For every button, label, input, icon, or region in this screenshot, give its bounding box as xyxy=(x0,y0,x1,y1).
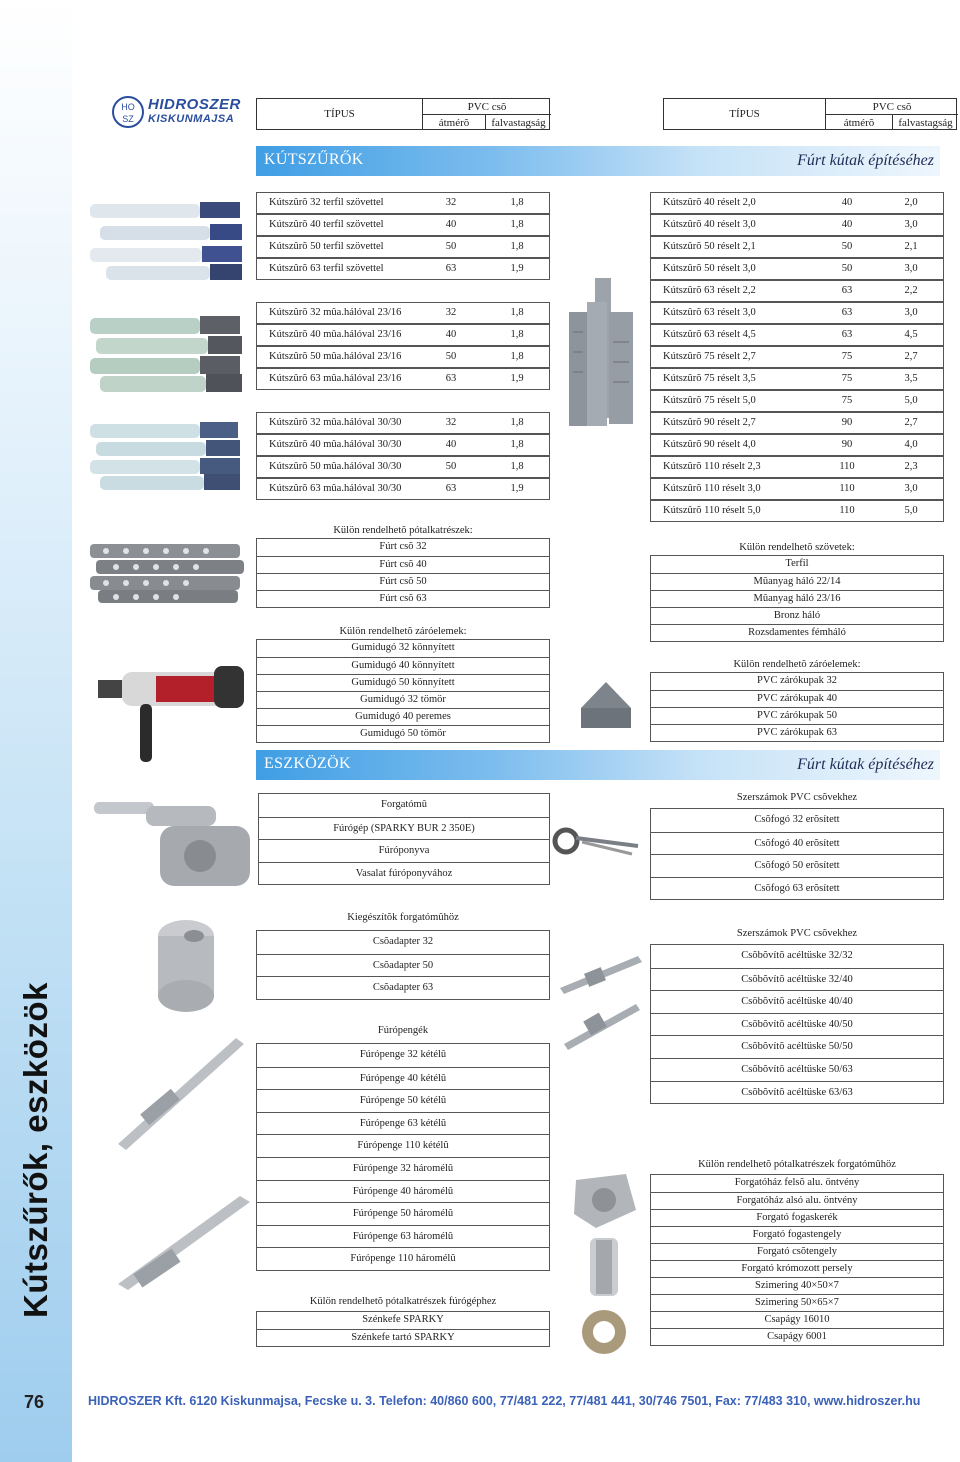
list-item: Fúrópenge 32 háromélû xyxy=(257,1157,549,1180)
wall-value: 3,0 xyxy=(904,483,918,494)
list-item: Forgatóház alsó alu. öntvény xyxy=(651,1192,943,1209)
product-name: Kútszûrõ 75 réselt 5,0 xyxy=(663,395,756,406)
expanders-caption: Szerszámok PVC csõvekhez xyxy=(736,928,858,939)
diameter-value: 63 xyxy=(445,373,457,384)
list-item: Forgató krómozott persely xyxy=(651,1260,943,1277)
list-item: Rozsdamentes fémháló xyxy=(651,624,943,641)
list-item: Mûanyag háló 22/14 xyxy=(651,573,943,590)
wall-value: 1,9 xyxy=(510,263,524,274)
table-row xyxy=(650,324,944,346)
list-item: Forgató csõtengely xyxy=(651,1243,943,1260)
pipe-tools-caption: Szerszámok PVC csõvekhez xyxy=(736,792,858,803)
table-row xyxy=(650,456,944,478)
logo-line1: HIDROSZER xyxy=(148,96,241,113)
list-item: Csõbõvítõ acéltüske 50/63 xyxy=(651,1058,943,1081)
table-row xyxy=(650,192,944,214)
end-caps-list xyxy=(650,672,944,742)
product-name: Kútszûrõ 40 terfil szövettel xyxy=(269,219,384,230)
list-item: Mûanyag háló 23/16 xyxy=(651,590,943,607)
end-plugs-caption: Külön rendelhetõ záróelemek: xyxy=(339,626,467,637)
header-wall: falvastagság xyxy=(485,114,551,130)
table-row xyxy=(650,258,944,280)
list-item: Gumidugó 50 könnyített xyxy=(257,674,549,691)
wall-value: 2,7 xyxy=(904,351,918,362)
list-item: Szimering 50×65×7 xyxy=(651,1294,943,1311)
list-item: PVC zárókupak 40 xyxy=(651,690,943,707)
section-subtitle: Fúrt kútak építéséhez xyxy=(797,756,934,773)
diameter-value: 110 xyxy=(839,461,855,472)
diameter-value: 50 xyxy=(841,263,853,274)
diameter-value: 40 xyxy=(445,329,457,340)
header-left xyxy=(256,98,550,130)
wall-value: 2,3 xyxy=(904,461,918,472)
diameter-value: 32 xyxy=(445,417,457,428)
list-item: Bronz háló xyxy=(651,607,943,624)
table-row xyxy=(256,236,550,258)
adapters-caption: Kiegészítõk forgatómûhöz xyxy=(347,912,459,923)
page-number: 76 xyxy=(24,1392,45,1412)
product-name: Kútszûrõ 40 réselt 2,0 xyxy=(663,197,756,208)
table-row xyxy=(650,368,944,390)
diameter-value: 110 xyxy=(839,505,855,516)
table-row xyxy=(650,236,944,258)
header-diameter: átmérõ xyxy=(423,114,485,130)
diameter-value: 63 xyxy=(841,307,853,318)
table-row xyxy=(256,302,550,324)
pipe-wrench-image xyxy=(552,816,642,866)
product-name: Kútszûrõ 75 réselt 3,5 xyxy=(663,373,756,384)
product-name: Kútszûrõ 32 mûa.hálóval 30/30 xyxy=(269,417,402,428)
product-name: Kútszûrõ 63 réselt 4,5 xyxy=(663,329,756,340)
table-row xyxy=(650,214,944,236)
table-row xyxy=(256,346,550,368)
side-band xyxy=(0,0,72,1462)
list-item: Fúrópenge 110 háromélû xyxy=(257,1247,549,1270)
wall-value: 2,7 xyxy=(904,417,918,428)
section-subtitle: Fúrt kútak építéséhez xyxy=(797,152,934,169)
diameter-value: 40 xyxy=(841,219,853,230)
list-item: PVC zárókupak 32 xyxy=(757,675,837,686)
footer-contact: HIDROSZER Kft. 6120 Kiskunmajsa, Fecske u. 3. Telefon: 40/860 600, 77/481 222, 77/481 441, 30/746 7501, Fax: 77/483 310, www.hidroszer.hu xyxy=(88,1394,921,1408)
wall-value: 4,0 xyxy=(904,439,918,450)
product-name: Kútszûrõ 50 réselt 3,0 xyxy=(663,263,756,274)
rotor-parts-image xyxy=(566,1170,642,1360)
drill-spares-caption: Külön rendelhetõ pótalkatrészek fúrógéphez xyxy=(309,1296,497,1307)
company-logo xyxy=(112,96,241,132)
wall-value: 1,8 xyxy=(510,439,524,450)
table-row xyxy=(650,302,944,324)
header-wall: falvastagság xyxy=(892,114,958,130)
fabrics-caption: Külön rendelhetõ szövetek: xyxy=(739,542,855,553)
table-row xyxy=(650,346,944,368)
fabrics-list xyxy=(650,555,944,642)
list-item: Csõbõvítõ acéltüske 50/50 xyxy=(651,1035,943,1058)
wall-value: 5,0 xyxy=(904,395,918,406)
list-item: Csõfogó 50 erõsített xyxy=(651,854,943,877)
section-title: ESZKÖZÖK xyxy=(264,755,351,772)
side-title: Kútszűrők, eszközök xyxy=(17,982,54,1318)
list-item: Gumidugó 32 könnyített xyxy=(351,642,455,653)
list-item: Szénkefe SPARKY xyxy=(362,1314,444,1325)
product-name: Kútszûrõ 75 réselt 2,7 xyxy=(663,351,756,362)
header-right xyxy=(663,98,957,130)
product-name: Kútszûrõ 63 terfil szövettel xyxy=(269,263,384,274)
diameter-value: 63 xyxy=(841,285,853,296)
pipe-expander-image xyxy=(556,950,646,1050)
wall-value: 2,2 xyxy=(904,285,918,296)
drill-spares-list xyxy=(256,1311,550,1347)
diameter-value: 63 xyxy=(445,263,457,274)
list-item: Forgató fogaskerék xyxy=(651,1209,943,1226)
table-row xyxy=(256,192,550,214)
product-name: Kútszûrõ 40 mûa.hálóval 30/30 xyxy=(269,439,402,450)
table-row xyxy=(650,500,944,522)
list-item: Fúrópenge 40 kétélû xyxy=(257,1067,549,1090)
rotor-spares-list xyxy=(650,1174,944,1346)
end-plugs-list xyxy=(256,639,550,743)
header-pvc: PVC csõ xyxy=(872,101,912,113)
table-row xyxy=(650,280,944,302)
diameter-value: 50 xyxy=(445,241,457,252)
wall-value: 3,0 xyxy=(904,219,918,230)
logo-line2: KISKUNMAJSA xyxy=(148,113,235,125)
diameter-value: 75 xyxy=(841,373,853,384)
list-item: Szénkefe tartó SPARKY xyxy=(257,1329,549,1346)
table-row xyxy=(256,324,550,346)
list-item: Csõbõvítõ acéltüske 40/40 xyxy=(651,990,943,1013)
diameter-value: 75 xyxy=(841,395,853,406)
list-item: PVC zárókupak 50 xyxy=(651,707,943,724)
list-item: Csapágy 6001 xyxy=(651,1328,943,1345)
wall-value: 1,8 xyxy=(510,461,524,472)
wall-value: 1,8 xyxy=(510,219,524,230)
product-name: Kútszûrõ 50 mûa.hálóval 23/16 xyxy=(269,351,402,362)
list-item: Csõbõvítõ acéltüske 32/40 xyxy=(651,968,943,991)
table-row xyxy=(650,478,944,500)
header-diameter: átmérõ xyxy=(826,114,892,130)
table-row xyxy=(256,258,550,280)
list-item: Fúrt csõ 40 xyxy=(257,556,549,573)
diameter-value: 63 xyxy=(841,329,853,340)
diameter-value: 32 xyxy=(445,197,457,208)
list-item: Szimering 40×50×7 xyxy=(651,1277,943,1294)
logo-mark: HO SZ xyxy=(112,96,144,128)
list-item: Forgatóház felsõ alu. öntvény xyxy=(734,1177,860,1188)
list-item: Fúrópenge 50 kétélû xyxy=(257,1089,549,1112)
product-name: Kútszûrõ 40 réselt 3,0 xyxy=(663,219,756,230)
list-item: Fúrópenge 40 háromélû xyxy=(257,1180,549,1203)
list-item: Csapágy 16010 xyxy=(651,1311,943,1328)
wall-value: 1,9 xyxy=(510,373,524,384)
wall-value: 1,8 xyxy=(510,351,524,362)
header-pvc: PVC csõ xyxy=(467,101,507,113)
rotor-spares-caption: Külön rendelhetõ pótalkatrészek forgatómûhöz xyxy=(698,1159,896,1170)
list-item: Gumidugó 50 tömör xyxy=(257,725,549,742)
wall-value: 4,5 xyxy=(904,329,918,340)
table-row xyxy=(650,412,944,434)
list-item: Csõbõvítõ acéltüske 63/63 xyxy=(651,1081,943,1104)
list-item: Csõadapter 63 xyxy=(257,976,549,999)
header-type: TÍPUS xyxy=(257,99,423,129)
table-row xyxy=(256,434,550,456)
wall-value: 2,0 xyxy=(904,197,918,208)
wall-value: 1,8 xyxy=(510,307,524,318)
product-name: Kútszûrõ 32 mûa.hálóval 23/16 xyxy=(269,307,402,318)
product-name: Kútszûrõ 110 réselt 3,0 xyxy=(663,483,761,494)
section-band-tools xyxy=(256,750,940,780)
perforated-pipe-image xyxy=(86,540,246,606)
diameter-value: 90 xyxy=(841,439,853,450)
diameter-value: 50 xyxy=(841,241,853,252)
product-name: Kútszûrõ 110 réselt 2,3 xyxy=(663,461,761,472)
spare-parts-list xyxy=(256,538,550,608)
wall-value: 1,8 xyxy=(510,417,524,428)
rotator-image xyxy=(90,796,256,906)
diameter-value: 50 xyxy=(445,351,457,362)
list-item: Fúrógép (SPARKY BUR 2 350E) xyxy=(259,817,549,840)
list-item: Fúrópenge 50 háromélû xyxy=(257,1202,549,1225)
section-band-filters xyxy=(256,146,940,176)
list-item: Gumidugó 40 peremes xyxy=(257,708,549,725)
wall-value: 1,8 xyxy=(510,197,524,208)
table-row xyxy=(256,478,550,500)
product-name: Kútszûrõ 63 réselt 3,0 xyxy=(663,307,756,318)
end-cap-image xyxy=(575,678,637,734)
list-item: Gumidugó 40 könnyített xyxy=(257,657,549,674)
list-item: Fúróponyva xyxy=(259,839,549,862)
expanders-list xyxy=(650,944,944,1104)
list-item: Fúrópenge 32 kétélû xyxy=(359,1049,447,1060)
table-row xyxy=(256,456,550,478)
table-row xyxy=(256,368,550,390)
product-name: Kútszûrõ 50 mûa.hálóval 30/30 xyxy=(269,461,402,472)
product-name: Kútszûrõ 63 mûa.hálóval 30/30 xyxy=(269,483,402,494)
diameter-value: 40 xyxy=(445,219,457,230)
list-item: Gumidugó 32 tömör xyxy=(257,691,549,708)
wall-value: 5,0 xyxy=(904,505,918,516)
product-name: Kútszûrõ 63 mûa.hálóval 23/16 xyxy=(269,373,402,384)
diameter-value: 50 xyxy=(445,461,457,472)
end-caps-caption: Külön rendelhetõ záróelemek: xyxy=(733,659,861,670)
wall-value: 3,0 xyxy=(904,307,918,318)
table-row xyxy=(256,412,550,434)
wall-value: 1,8 xyxy=(510,241,524,252)
adapters-list xyxy=(256,930,550,1000)
product-name: Kútszûrõ 110 réselt 5,0 xyxy=(663,505,761,516)
wall-value: 3,0 xyxy=(904,263,918,274)
pipe-tools-list xyxy=(650,808,944,900)
blades-caption: Fúrópengék xyxy=(377,1025,429,1036)
drill-blade-image-three xyxy=(104,1190,254,1300)
diameter-value: 32 xyxy=(445,307,457,318)
wall-value: 3,5 xyxy=(904,373,918,384)
list-item: Terfil xyxy=(785,558,809,569)
product-name: Kútszûrõ 50 réselt 2,1 xyxy=(663,241,756,252)
diameter-value: 110 xyxy=(839,483,855,494)
table-row xyxy=(650,434,944,456)
tools-list xyxy=(258,793,550,885)
drill-blade-image-two xyxy=(96,1030,246,1160)
list-item: Fúrópenge 63 kétélû xyxy=(257,1112,549,1135)
product-name: Kútszûrõ 40 mûa.hálóval 23/16 xyxy=(269,329,402,340)
list-item: Csõfogó 32 erõsített xyxy=(754,814,840,825)
product-name: Kútszûrõ 50 terfil szövettel xyxy=(269,241,384,252)
list-item: Csõadapter 32 xyxy=(372,936,434,947)
list-item: Csõfogó 40 erõsített xyxy=(651,832,943,855)
header-type: TÍPUS xyxy=(664,99,826,129)
wall-value: 1,9 xyxy=(510,483,524,494)
diameter-value: 75 xyxy=(841,351,853,362)
spare-parts-caption: Külön rendelhetõ pótalkatrészek: xyxy=(333,525,473,536)
diameter-value: 63 xyxy=(445,483,457,494)
section-title: KÚTSZŰRŐK xyxy=(264,151,364,168)
list-item: Csõfogó 63 erõsített xyxy=(651,877,943,900)
terfil-filter-image xyxy=(86,196,246,286)
mesh-filter-image-b xyxy=(86,418,246,496)
list-item: Fúrópenge 110 kétélû xyxy=(257,1134,549,1157)
list-item: Csõadapter 50 xyxy=(257,954,549,977)
list-item: PVC zárókupak 63 xyxy=(651,724,943,741)
list-item: Fúrópenge 63 háromélû xyxy=(257,1225,549,1248)
list-item: Fúrt csõ 32 xyxy=(379,541,427,552)
product-name: Kútszûrõ 90 réselt 2,7 xyxy=(663,417,756,428)
diameter-value: 90 xyxy=(841,417,853,428)
list-item: Forgató fogastengely xyxy=(651,1226,943,1243)
product-name: Kútszûrõ 90 réselt 4,0 xyxy=(663,439,756,450)
pipe-adapter-image xyxy=(142,912,222,1024)
table-row xyxy=(650,390,944,412)
mesh-filter-image-a xyxy=(86,312,246,396)
slotted-pipe-image xyxy=(565,272,645,432)
table-row xyxy=(256,214,550,236)
diameter-value: 40 xyxy=(841,197,853,208)
product-name: Kútszûrõ 32 terfil szövettel xyxy=(269,197,384,208)
list-item: Forgatómû xyxy=(381,799,427,810)
list-item: Csõbõvítõ acéltüske 40/50 xyxy=(651,1013,943,1036)
list-item: Fúrt csõ 50 xyxy=(257,573,549,590)
list-item: Csõbõvítõ acéltüske 32/32 xyxy=(741,950,853,961)
product-name: Kútszûrõ 63 réselt 2,2 xyxy=(663,285,756,296)
blades-list xyxy=(256,1043,550,1271)
list-item: Fúrt csõ 63 xyxy=(257,590,549,607)
wall-value: 2,1 xyxy=(904,241,918,252)
diameter-value: 40 xyxy=(445,439,457,450)
wall-value: 1,8 xyxy=(510,329,524,340)
drill-machine-image xyxy=(96,654,250,766)
list-item: Vasalat fúróponyvához xyxy=(259,862,549,885)
